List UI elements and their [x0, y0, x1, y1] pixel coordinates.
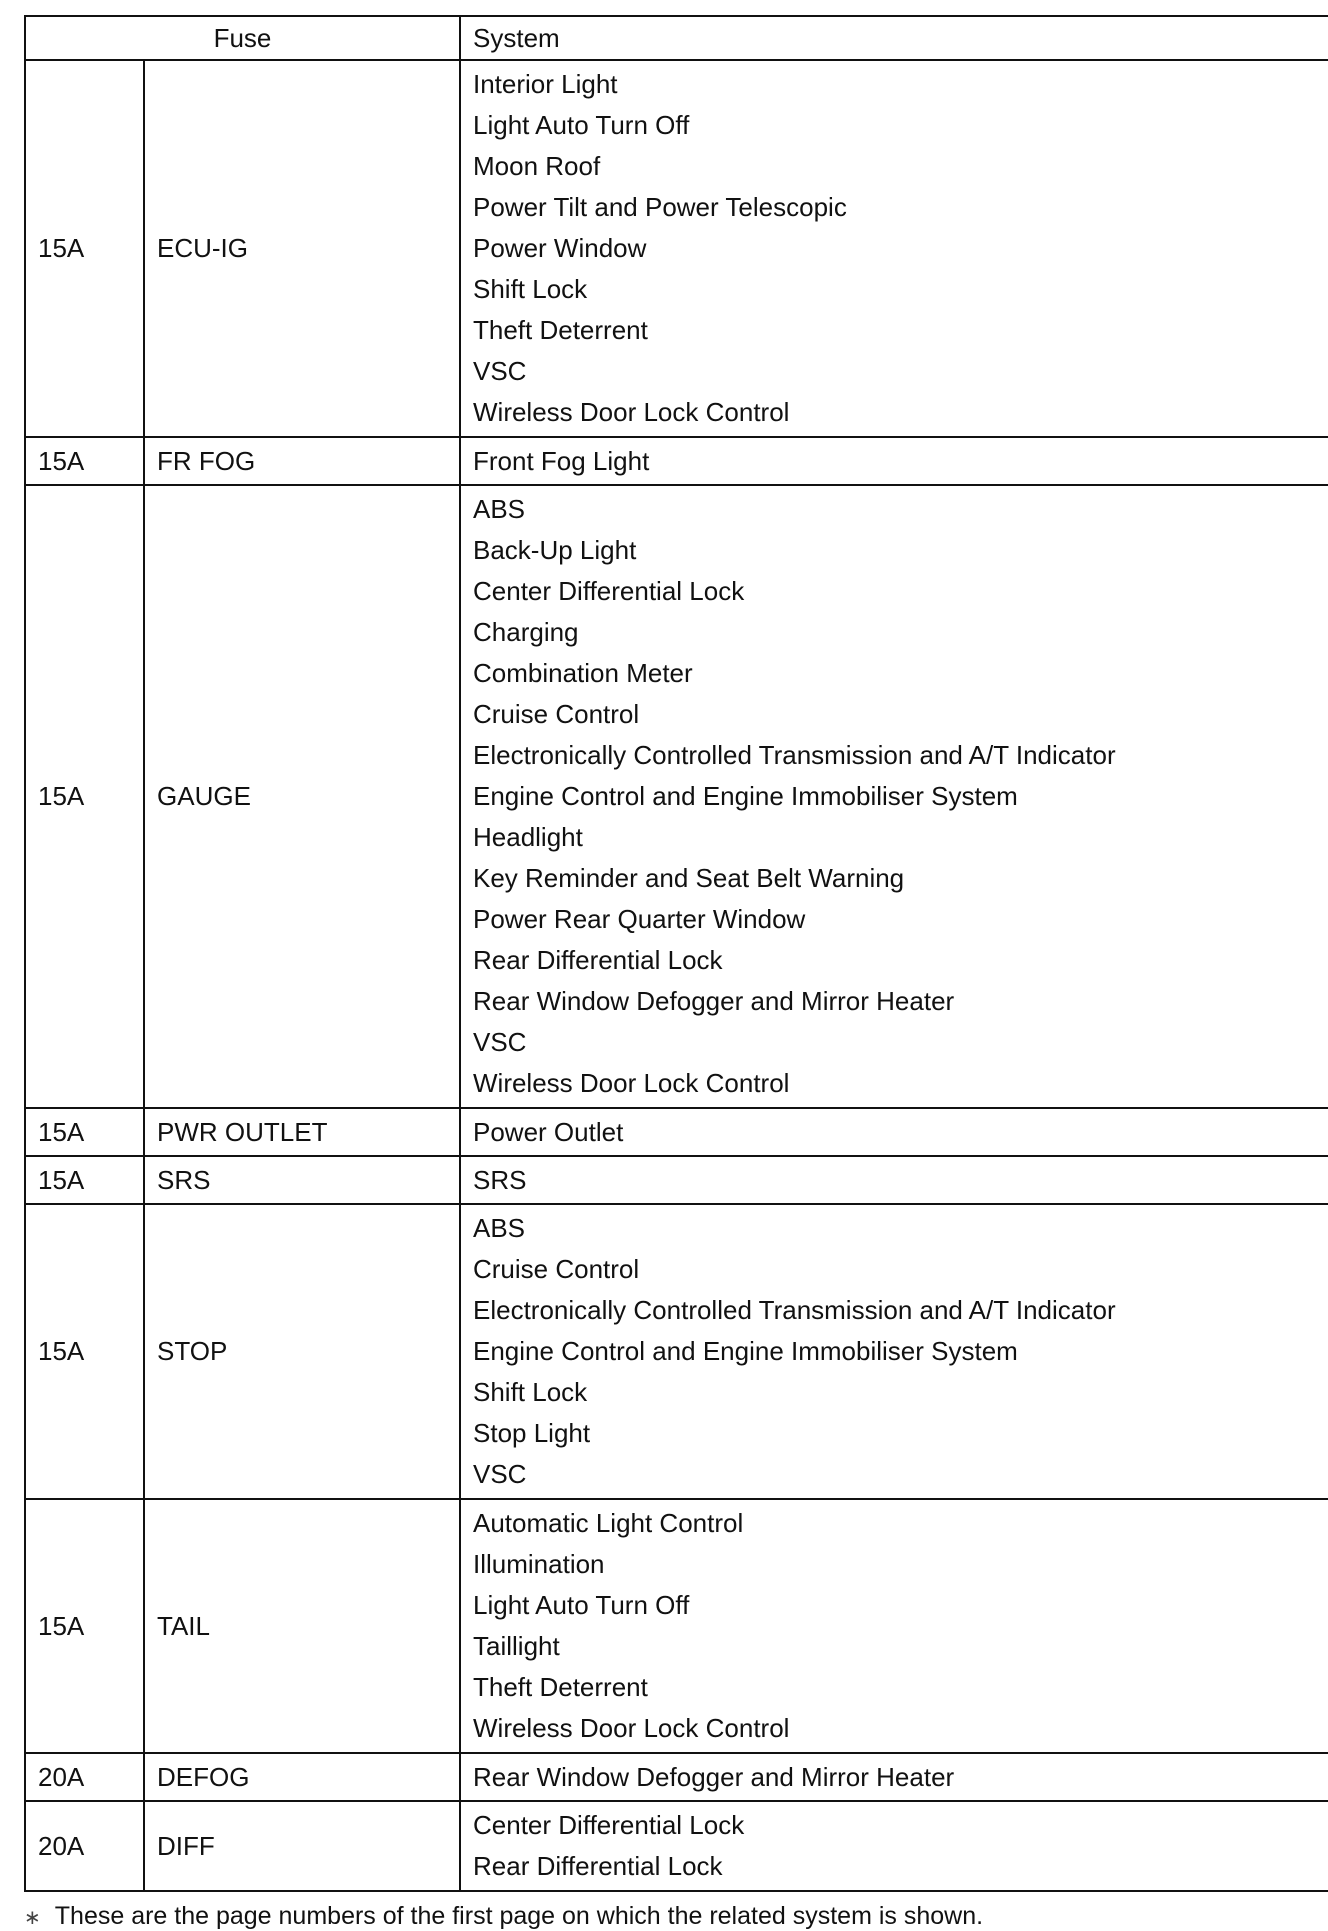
system-item: Headlight	[473, 822, 583, 852]
system-item: Wireless Door Lock Control	[473, 1068, 790, 1098]
system-item: Theft Deterrent	[473, 1672, 648, 1702]
table-row	[25, 1108, 1328, 1156]
table-row	[25, 437, 1328, 485]
system-item: Rear Differential Lock	[473, 945, 723, 975]
fuse-name: DEFOG	[144, 1753, 460, 1801]
fuse-table	[24, 15, 1328, 1892]
system-list	[460, 1499, 1328, 1753]
table-header-row	[25, 16, 1328, 60]
system-item: Cruise Control	[473, 1254, 640, 1284]
table-row	[25, 1753, 1328, 1801]
system-item: Power Outlet	[473, 1117, 624, 1147]
table-row	[25, 1156, 1328, 1204]
table-row	[25, 485, 1328, 1108]
system-item: Shift Lock	[473, 274, 588, 304]
system-item: Rear Differential Lock	[473, 1851, 723, 1881]
system-item: VSC	[473, 1027, 527, 1057]
system-item: Light Auto Turn Off	[473, 1590, 690, 1620]
system-item: Rear Window Defogger and Mirror Heater	[473, 1762, 955, 1792]
system-item: Center Differential Lock	[473, 1810, 745, 1840]
system-item: Key Reminder and Seat Belt Warning	[473, 863, 905, 893]
fuse-name: STOP	[144, 1204, 460, 1499]
table-row	[25, 60, 1328, 437]
fuse-amperage: 15A	[25, 1204, 144, 1499]
fuse-amperage: 20A	[25, 1753, 144, 1801]
system-item: Electronically Controlled Transmission and A/T Indicator	[473, 1295, 1116, 1325]
fuse-name: PWR OUTLET	[144, 1108, 460, 1156]
system-item: Cruise Control	[473, 699, 640, 729]
system-item: Automatic Light Control	[473, 1508, 744, 1538]
system-item: Back-Up Light	[473, 535, 637, 565]
fuse-name: GAUGE	[144, 485, 460, 1108]
system-item: Theft Deterrent	[473, 315, 648, 345]
table-row	[25, 1801, 1328, 1891]
system-item: Charging	[473, 617, 579, 647]
system-item: Front Fog Light	[473, 446, 650, 476]
system-item: Stop Light	[473, 1418, 591, 1448]
fuse-amperage: 15A	[25, 437, 144, 485]
system-item: Wireless Door Lock Control	[473, 1713, 790, 1743]
fuse-amperage: 15A	[25, 1156, 144, 1204]
fuse-column-header: Fuse	[25, 16, 460, 60]
system-item: Light Auto Turn Off	[473, 110, 690, 140]
fuse-table-body	[25, 60, 1328, 1891]
footnote	[24, 1902, 983, 1931]
fuse-amperage: 15A	[25, 60, 144, 437]
table-row	[25, 1499, 1328, 1753]
system-item: ABS	[473, 494, 526, 524]
fuse-amperage: 20A	[25, 1801, 144, 1891]
system-item: Electronically Controlled Transmission and A/T Indicator	[473, 740, 1116, 770]
system-list	[460, 1156, 1328, 1204]
system-item: VSC	[473, 356, 527, 386]
system-item: Power Window	[473, 233, 647, 263]
system-item: Illumination	[473, 1549, 605, 1579]
system-item: Engine Control and Engine Immobiliser System	[473, 781, 1018, 811]
system-list	[460, 485, 1328, 1108]
fuse-name: SRS	[144, 1156, 460, 1204]
fuse-name: TAIL	[144, 1499, 460, 1753]
system-list	[460, 1108, 1328, 1156]
system-item: ABS	[473, 1213, 526, 1243]
system-item: Engine Control and Engine Immobiliser System	[473, 1336, 1018, 1366]
footnote-text: These are the page numbers of the first page on which the related system is shown.	[54, 1902, 984, 1930]
system-item: Rear Window Defogger and Mirror Heater	[473, 986, 955, 1016]
system-item: SRS	[473, 1165, 527, 1195]
system-item: Power Rear Quarter Window	[473, 904, 806, 934]
table-row	[25, 1204, 1328, 1499]
system-item: Power Tilt and Power Telescopic	[473, 192, 847, 222]
fuse-name: DIFF	[144, 1801, 460, 1891]
system-item: VSC	[473, 1459, 527, 1489]
asterisk-icon: ∗	[24, 1907, 41, 1929]
fuse-amperage: 15A	[25, 1108, 144, 1156]
system-list	[460, 60, 1328, 437]
fuse-name: ECU-IG	[144, 60, 460, 437]
system-list	[460, 1204, 1328, 1499]
system-list	[460, 1753, 1328, 1801]
system-item: Taillight	[473, 1631, 560, 1661]
system-list	[460, 1801, 1328, 1891]
system-list	[460, 437, 1328, 485]
system-item: Shift Lock	[473, 1377, 588, 1407]
fuse-amperage: 15A	[25, 485, 144, 1108]
system-item: Interior Light	[473, 69, 618, 99]
system-item: Center Differential Lock	[473, 576, 745, 606]
system-item: Wireless Door Lock Control	[473, 397, 790, 427]
system-item: Moon Roof	[473, 151, 601, 181]
system-column-header: System	[460, 16, 1328, 60]
system-item: Combination Meter	[473, 658, 693, 688]
fuse-name: FR FOG	[144, 437, 460, 485]
fuse-amperage: 15A	[25, 1499, 144, 1753]
